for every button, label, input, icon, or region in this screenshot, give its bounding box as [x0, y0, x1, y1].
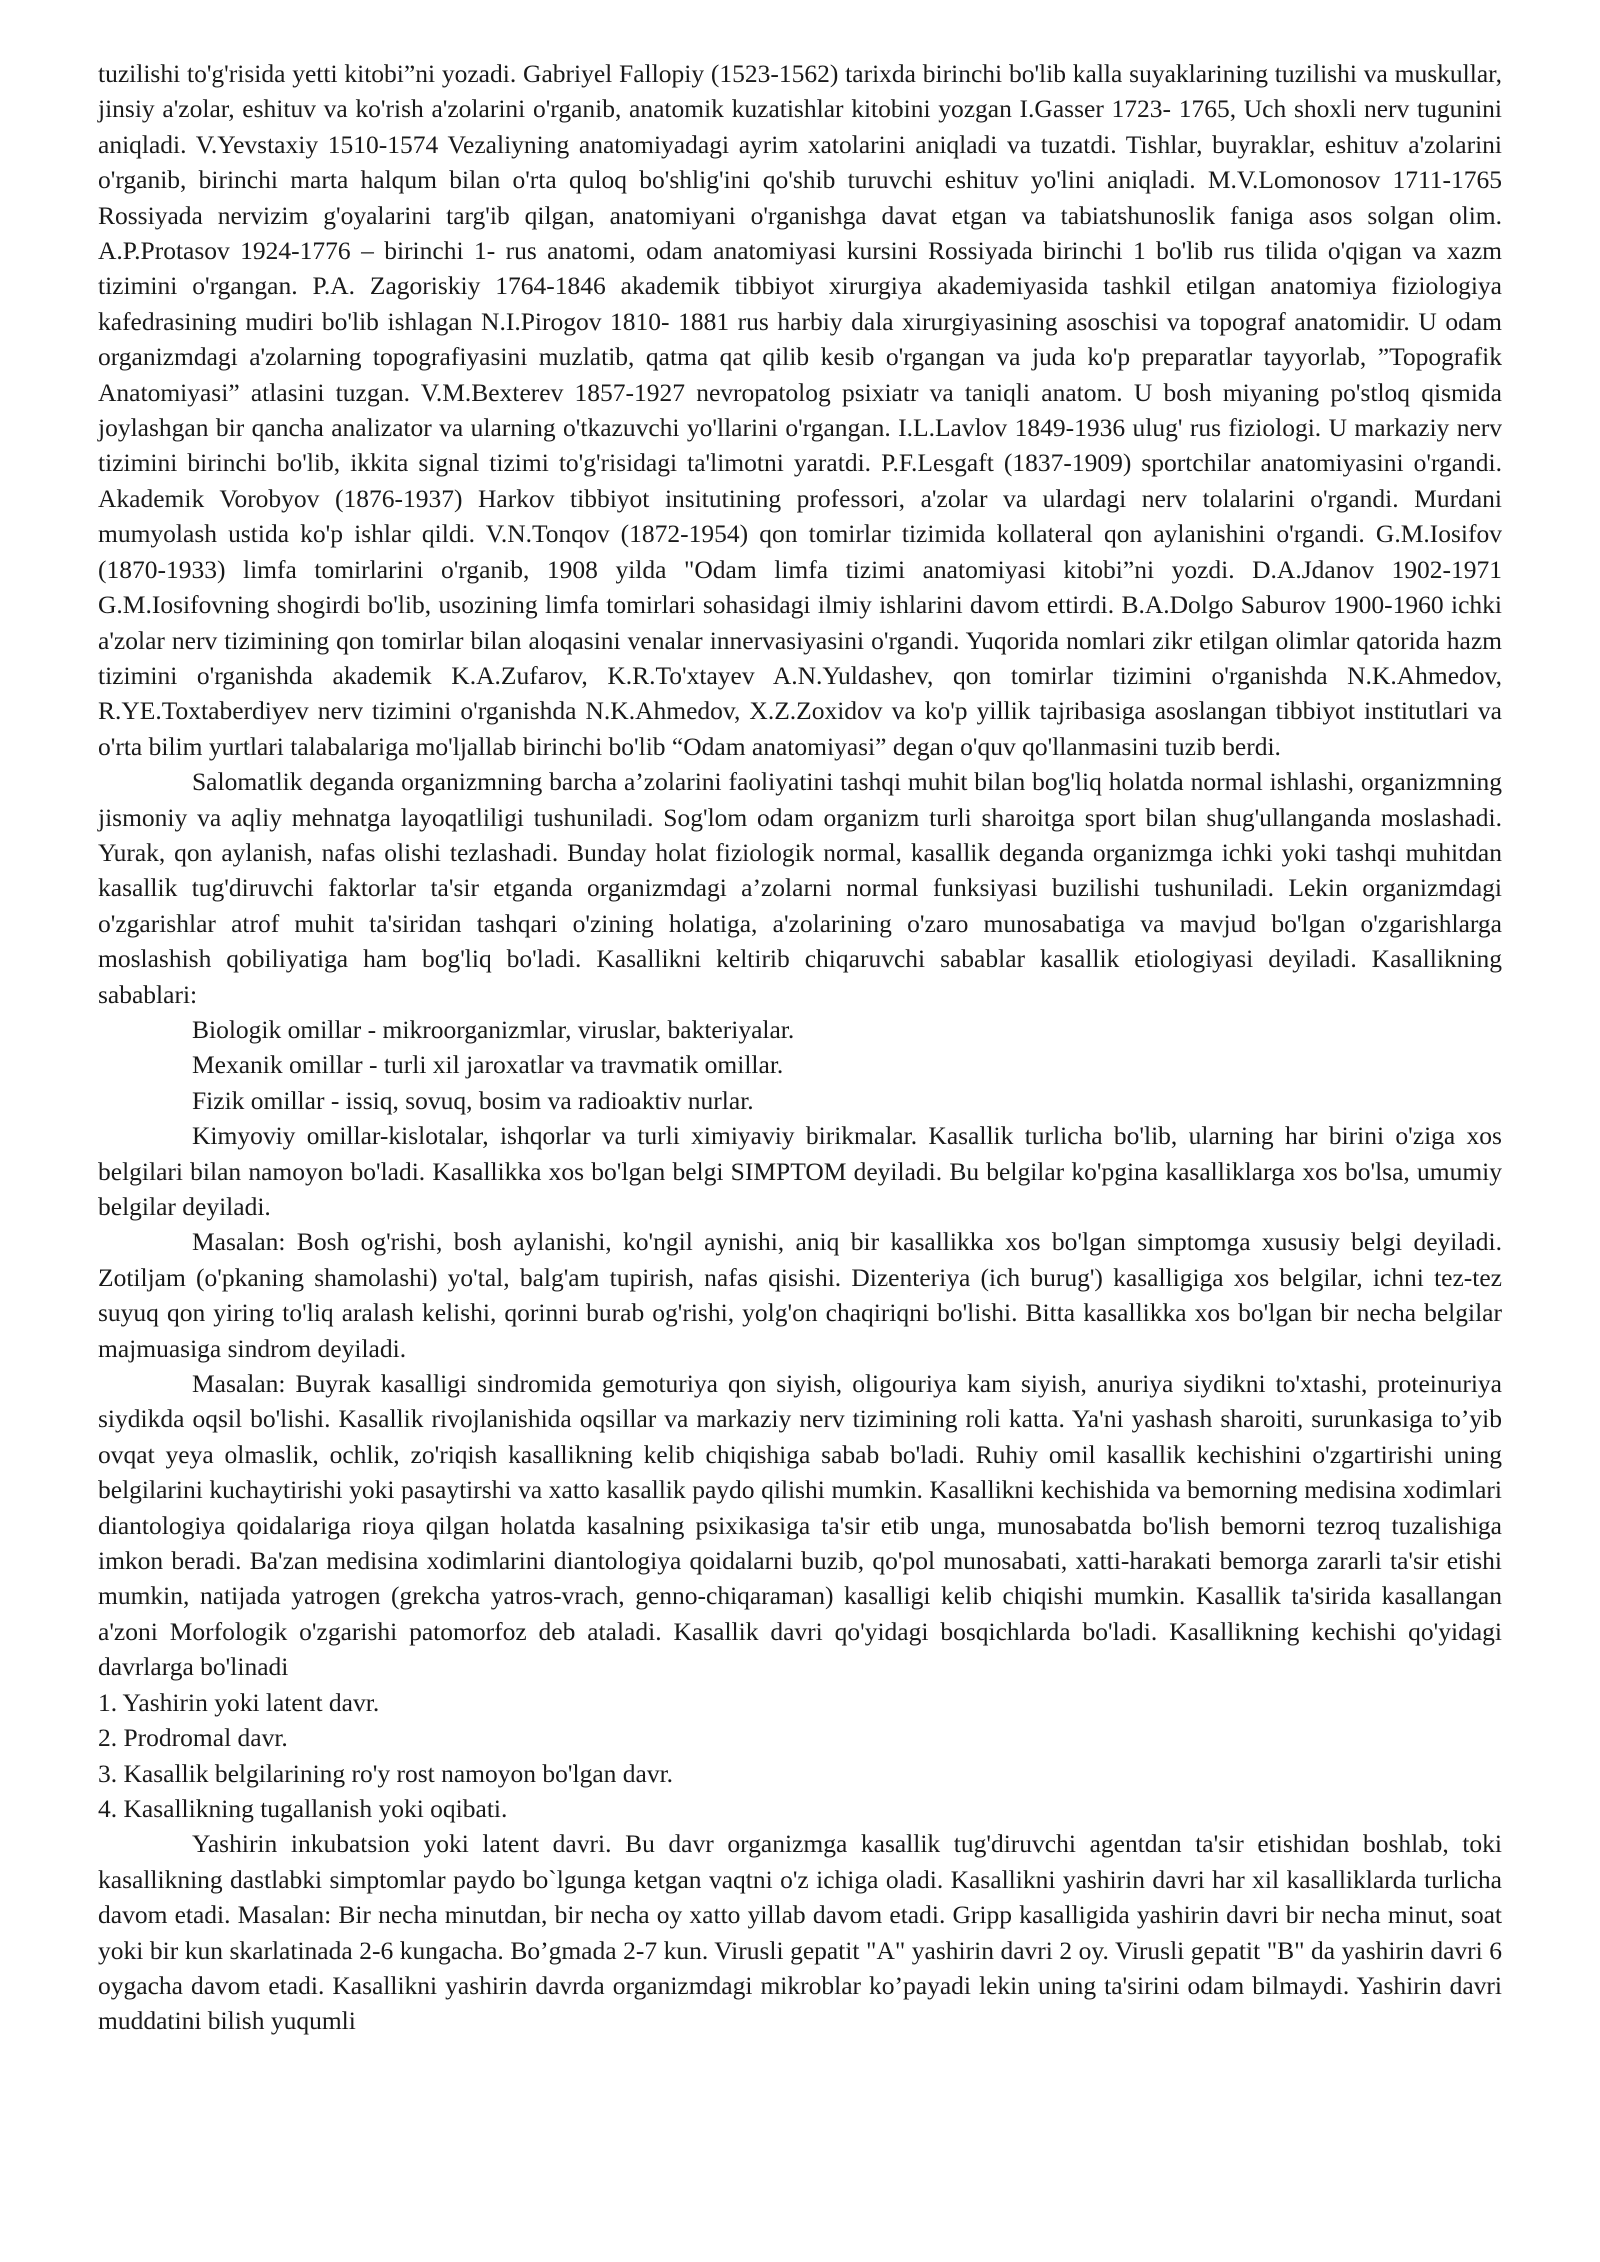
period-list-item-1: 1. Yashirin yoki latent davr. [98, 1687, 380, 1717]
cause-item-physical: Fizik omillar - issiq, sovuq, bosim va radioaktiv nurlar. [192, 1085, 754, 1115]
period-list-item-4: 4. Kasallikning tugallanish yoki oqibati. [98, 1793, 508, 1823]
paragraph-example-symptoms: Masalan: Bosh og'rishi, bosh aylanishi, ko'ngil aynishi, aniq bir kasallikka xos bo'lgan simptomga xususiy belgi deyiladi. Zotiljam (o'pkaning shamolashi) yo'tal, balg'am tupirish, nafas qisishi. Dizenteriya (ich burug') kasalligiga xos belgilar, ichni tez-tez suyuq qon yiring to'liq aralash kelishi, qorinni burab og'rishi, yolg'on chaqiriqni bo'lishi. Bitta kasallikka xos bo'lgan bir necha belgilar majmuasiga sindrom deyiladi. [98, 1227, 1502, 1363]
cause-item-mechanical: Mexanik omillar - turli xil jaroxatlar va travmatik omillar. [192, 1050, 784, 1080]
paragraph-chemical-symptom: Kimyoviy omillar-kislotalar, ishqorlar va turli ximiyaviy birikmalar. Kasallik turlicha bo'lib, ularning har birini o'ziga xos belgilari bilan namoyon bo'ladi. Kasallikka xos bo'lgan belgi SIMPTOM deyiladi. Bu belgilar ko'pgina kasalliklarga xos bo'lsa, umumiy belgilar deyiladi. [98, 1121, 1502, 1221]
period-list-item-3: 3. Kasallik belgilarining ro'y rost namoyon bo'lgan davr. [98, 1758, 674, 1788]
cause-item-biological: Biologik omillar - mikroorganizmlar, viruslar, bakteriyalar. [192, 1014, 795, 1044]
paragraph-example-syndrome: Masalan: Buyrak kasalligi sindromida gemoturiya qon siyish, oligouriya kam siyish, anuriya siydikni to'xtashi, proteinuriya siydikda oqsil bo'lishi. Kasallik rivojlanishida oqsillar va markaziy nerv tizimining roli katta. Ya'ni yashash sharoiti, surunkasiga to’yib ovqat yeya olmaslik, ochlik, zo'riqish kasallikning kelib chiqishiga sabab bo'ladi. Ruhiy omil kasallik kechishini o'zgartirishi uning belgilarini kuchaytirishi yoki pasaytirshi va xatto kasallik paydo qilishi mumkin. Kasallikni kechishida va bemorning medisina xodimlari diantologiya qoidalariga rioya qilgan holatda kasalning psixikasiga ta'sir etib unga, munosabatda bo'lish bemorni tezroq tuzalishiga imkon beradi. Ba'zan medisina xodimlarini diantologiya qoidalarni buzib, qo'pol munosabati, xatti-harakati bemorga zararli ta'sir etishi mumkin, natijada yatrogen (grekcha yatros-vrach, genno-chiqaraman) kasalligi kelib chiqishi mumkin. Kasallik ta'sirida kasallangan a'zoni Morfologik o'zgarishi patomorfoz deb ataladi. Kasallik davri qo'yidagi bosqichlarda bo'ladi. Kasallikning kechishi qo'yidagi davrlarga bo'linadi [98, 1369, 1502, 1682]
paragraph-history-continued: tuzilishi to'g'risida yetti kitobi”ni yozadi. Gabriyel Fallopiy (1523-1562) tarixda birinchi bo'lib kalla suyaklarining tuzilishi va muskullar, jinsiy a'zolar, eshituv va ko'rish a'zolarini o'rganib, anatomik kuzatishlar kitobini yozgan I.Gasser 1723- 1765, Uch shoxli nerv tugunini aniqladi. V.Yevstaxiy 1510-1574 Vezaliyning anatomiyadagi ayrim xatolarini aniqladi va tuzatdi. Tishlar, buyraklar, eshituv a'zolarini o'rganib, birinchi marta halqum bilan o'rta quloq bo'shlig'ini qo'shib turuvchi eshituv yo'lini aniqladi. M.V.Lomonosov 1711-1765 Rossiyada nervizim g'oyalarini targ'ib qilgan, anatomiyani o'rganishga davat etgan va tabiatshunoslik faniga asos solgan olim. A.P.Protasov 1924-1776 – birinchi 1- rus anatomi, odam anatomiyasi kursini Rossiyada birinchi 1 bo'lib rus tilida o'qigan va xazm tizimini o'rgangan. P.A. Zagoriskiy 1764-1846 akademik tibbiyot xirurgiya akademiyasida tashkil etilgan anatomiya fiziologiya kafedrasining mudiri bo'lib ishlagan N.I.Pirogov 1810- 1881 rus harbiy dala xirurgiyasining asoschisi va topograf anatomidir. U odam organizmdagi a'zolarning topografiyasini muzlatib, qatma qat qilib kesib o'rgangan va juda ko'p preparatlar tayyorlab, ”Topografik Anatomiyasi” atlasini tuzgan. V.M.Bexterev 1857-1927 nevropatolog psixiatr va taniqli anatom. U bosh miyaning po'stloq qismida joylashgan bir qancha analizator va ularning o'tkazuvchi yo'llarini o'rgangan. I.L.Lavlov 1849-1936 ulug' rus fiziologi. U markaziy nerv tizimini birinchi bo'lib, ikkita signal tizimi to'g'risidagi ta'limotni yaratdi. P.F.Lesgaft (1837-1909) sportchilar anatomiyasini o'rgandi. Akademik Vorobyov (1876-1937) Harkov tibbiyot insitutining professori, a'zolar va ulardagi nerv tolalarini o'rgandi. Murdani mumyolash ustida ko'p ishlar qildi. V.N.Tonqov (1872-1954) qon tomirlar tizimida kollateral qon aylanishini o'rgandi. G.M.Iosifov (1870-1933) limfa tomirlarini o'rganib, 1908 yilda "Odam limfa tizimi anatomiyasi kitobi”ni yozdi. D.A.Jdanov 1902-1971 G.M.Iosifovning shogirdi bo'lib, usozining limfa tomirlari sohasidagi ilmiy ishlarini davom ettirdi. B.A.Dolgo Saburov 1900-1960 ichki a'zolar nerv tizimining qon tomirlar bilan aloqasini venalar innervasiyasini o'rgandi. Yuqorida nomlari zikr etilgan olimlar qatorida hazm tizimini o'rganishda akademik K.A.Zufarov, K.R.To'xtayev A.N.Yuldashev, qon tomirlar tizimini o'rganishda N.K.Ahmedov, R.YE.Toxtaberdiyev nerv tizimini o'rganishda N.K.Ahmedov, X.Z.Zoxidov va ko'p yillik tajribasiga asoslangan tibbiyot institutlari va o'rta bilim yurtlari talabalariga mo'ljallab birinchi bo'lib “Odam anatomiyasi” degan o'quv qo'llanmasini tuzib berdi. [98, 59, 1502, 761]
document-page [98, 56, 1502, 2039]
paragraph-health-definition: Salomatlik deganda organizmning barcha a’zolarini faoliyatini tashqi muhit bilan bog'liq holatda normal ishlashi, organizmning jismoniy va aqliy mehnatga layoqatliligi tushuniladi. Sog'lom odam organizm turli sharoitga sport bilan shug'ullanganda moslashadi. Yurak, qon aylanish, nafas olishi tezlashadi. Bunday holat fiziologik normal, kasallik deganda organizmga ichki yoki tashqi muhitdan kasallik tug'diruvchi faktorlar ta'sir etganda organizmdagi a’zolarni normal funksiyasi buzilishi tushuniladi. Lekin organizmdagi o'zgarishlar atrof muhit ta'siridan tashqari o'zining holatiga, a'zolarining o'zaro munosabatiga va mavjud bo'lgan o'zgarishlarga moslashish qobiliyatiga ham bog'liq bo'ladi. Kasallikni keltirib chiqaruvchi sabablar kasallik etiologiyasi deyiladi. Kasallikning sabablari: [98, 767, 1502, 1009]
period-list-item-2: 2. Prodromal davr. [98, 1723, 288, 1753]
paragraph-latent-period: Yashirin inkubatsion yoki latent davri. Bu davr organizmga kasallik tug'diruvchi agentdan ta'sir etishidan boshlab, toki kasallikning dastlabki simptomlar paydo bo`lgunga ketgan vaqtni o'z ichiga oladi. Kasallikni yashirin davri har xil kasalliklarda turlicha davom etadi. Masalan: Bir necha minutdan, bir necha oy xatto yillab davom etadi. Gripp kasalligida yashirin davri bir necha minut, soat yoki bir kun skarlatinada 2-6 kungacha. Bo’gmada 2-7 kun. Virusli gepatit "A" yashirin davri 2 oy. Virusli gepatit "B" da yashirin davri 6 oygacha davom etadi. Kasallikni yashirin davrda organizmdagi mikroblar ko’payadi lekin uning ta'sirini odam bilmaydi. Yashirin davri muddatini bilish yuqumli [98, 1829, 1502, 2036]
